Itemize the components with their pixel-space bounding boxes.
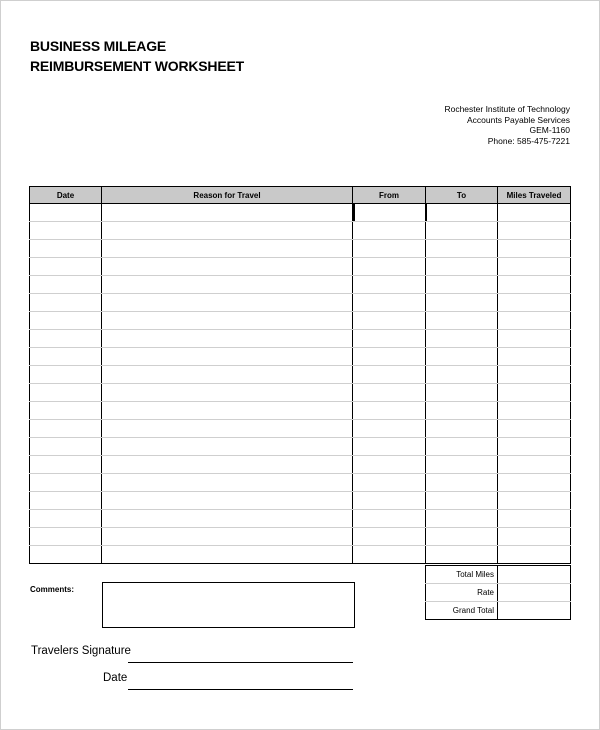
table-row bbox=[30, 348, 571, 366]
miles-cell[interactable] bbox=[498, 240, 571, 258]
table-row bbox=[30, 474, 571, 492]
col-header-from: From bbox=[353, 187, 426, 204]
miles-cell[interactable] bbox=[498, 438, 571, 456]
comments-label: Comments: bbox=[30, 585, 75, 594]
reason-cell[interactable] bbox=[102, 240, 353, 258]
rate-label: Rate bbox=[426, 584, 498, 602]
grand-total-field[interactable] bbox=[498, 602, 571, 620]
date-cell[interactable] bbox=[30, 510, 102, 528]
reason-cell[interactable] bbox=[102, 528, 353, 546]
date-line[interactable] bbox=[128, 689, 353, 690]
column-divider-mark bbox=[353, 203, 355, 221]
reason-cell[interactable] bbox=[102, 222, 353, 240]
from-cell[interactable] bbox=[353, 510, 426, 528]
title-line-1: BUSINESS MILEAGE bbox=[30, 38, 167, 54]
date-cell[interactable] bbox=[30, 294, 102, 312]
table-row bbox=[30, 492, 571, 510]
miles-cell[interactable] bbox=[498, 312, 571, 330]
reason-cell[interactable] bbox=[102, 384, 353, 402]
reason-cell[interactable] bbox=[102, 474, 353, 492]
from-cell[interactable] bbox=[353, 294, 426, 312]
table-row bbox=[30, 528, 571, 546]
address-phone: Phone: 585-475-7221 bbox=[487, 135, 570, 146]
date-cell[interactable] bbox=[30, 312, 102, 330]
mileage-table bbox=[29, 186, 571, 564]
miles-cell[interactable] bbox=[498, 366, 571, 384]
table-row bbox=[30, 384, 571, 402]
to-cell[interactable] bbox=[426, 258, 498, 276]
address-block bbox=[444, 104, 570, 146]
travelers-signature-label: Travelers Signature bbox=[31, 645, 131, 657]
from-cell[interactable] bbox=[353, 438, 426, 456]
reason-cell[interactable] bbox=[102, 510, 353, 528]
table-row bbox=[30, 222, 571, 240]
table-row bbox=[30, 456, 571, 474]
reason-cell[interactable] bbox=[102, 546, 353, 564]
from-cell[interactable] bbox=[353, 420, 426, 438]
date-cell[interactable] bbox=[30, 204, 102, 222]
date-cell[interactable] bbox=[30, 276, 102, 294]
table-row bbox=[30, 330, 571, 348]
from-cell[interactable] bbox=[353, 204, 426, 222]
table-header-row bbox=[30, 187, 571, 204]
worksheet-title bbox=[30, 36, 244, 76]
table-row bbox=[30, 240, 571, 258]
date-cell[interactable] bbox=[30, 222, 102, 240]
reason-cell[interactable] bbox=[102, 456, 353, 474]
date-cell[interactable] bbox=[30, 474, 102, 492]
date-cell[interactable] bbox=[30, 402, 102, 420]
to-cell[interactable] bbox=[426, 510, 498, 528]
miles-cell[interactable] bbox=[498, 348, 571, 366]
reason-cell[interactable] bbox=[102, 294, 353, 312]
col-header-to: To bbox=[426, 187, 498, 204]
miles-cell[interactable] bbox=[498, 456, 571, 474]
miles-cell[interactable] bbox=[498, 528, 571, 546]
date-cell[interactable] bbox=[30, 258, 102, 276]
date-cell[interactable] bbox=[30, 420, 102, 438]
miles-cell[interactable] bbox=[498, 204, 571, 222]
travelers-signature-line[interactable] bbox=[128, 662, 353, 663]
miles-cell[interactable] bbox=[498, 276, 571, 294]
rate-row bbox=[426, 584, 571, 602]
table-row bbox=[30, 366, 571, 384]
to-cell[interactable] bbox=[426, 240, 498, 258]
table-row bbox=[30, 294, 571, 312]
to-cell[interactable] bbox=[426, 384, 498, 402]
to-cell[interactable] bbox=[426, 312, 498, 330]
miles-cell[interactable] bbox=[498, 222, 571, 240]
date-cell[interactable] bbox=[30, 384, 102, 402]
from-cell[interactable] bbox=[353, 276, 426, 294]
miles-cell[interactable] bbox=[498, 384, 571, 402]
address-code: GEM-1160 bbox=[529, 125, 570, 135]
to-cell[interactable] bbox=[426, 348, 498, 366]
grand-total-label: Grand Total bbox=[426, 602, 498, 620]
from-cell[interactable] bbox=[353, 312, 426, 330]
from-cell[interactable] bbox=[353, 330, 426, 348]
total-miles-row bbox=[426, 566, 571, 584]
miles-cell[interactable] bbox=[498, 258, 571, 276]
date-label: Date bbox=[103, 672, 128, 684]
totals-table bbox=[425, 565, 571, 620]
miles-cell[interactable] bbox=[498, 420, 571, 438]
table-row bbox=[30, 204, 571, 222]
to-cell[interactable] bbox=[426, 366, 498, 384]
rate-field[interactable] bbox=[498, 584, 571, 602]
col-header-date: Date bbox=[30, 187, 102, 204]
table-row bbox=[30, 420, 571, 438]
date-cell[interactable] bbox=[30, 330, 102, 348]
to-cell[interactable] bbox=[426, 402, 498, 420]
table-row bbox=[30, 258, 571, 276]
to-cell[interactable] bbox=[426, 420, 498, 438]
reason-cell[interactable] bbox=[102, 204, 353, 222]
to-cell[interactable] bbox=[426, 204, 498, 222]
reason-cell[interactable] bbox=[102, 366, 353, 384]
miles-cell[interactable] bbox=[498, 492, 571, 510]
from-cell[interactable] bbox=[353, 348, 426, 366]
from-cell[interactable] bbox=[353, 402, 426, 420]
reason-cell[interactable] bbox=[102, 276, 353, 294]
date-cell[interactable] bbox=[30, 492, 102, 510]
date-cell[interactable] bbox=[30, 528, 102, 546]
table-row bbox=[30, 546, 571, 564]
reason-cell[interactable] bbox=[102, 258, 353, 276]
grand-total-row bbox=[426, 602, 571, 620]
reason-cell[interactable] bbox=[102, 348, 353, 366]
from-cell[interactable] bbox=[353, 492, 426, 510]
date-cell[interactable] bbox=[30, 240, 102, 258]
date-cell[interactable] bbox=[30, 438, 102, 456]
to-cell[interactable] bbox=[426, 222, 498, 240]
date-cell[interactable] bbox=[30, 366, 102, 384]
address-dept: Accounts Payable Services bbox=[467, 114, 570, 125]
from-cell[interactable] bbox=[353, 474, 426, 492]
from-cell[interactable] bbox=[353, 384, 426, 402]
from-cell[interactable] bbox=[353, 546, 426, 564]
table-row bbox=[30, 438, 571, 456]
from-cell[interactable] bbox=[353, 222, 426, 240]
to-cell[interactable] bbox=[426, 276, 498, 294]
to-cell[interactable] bbox=[426, 528, 498, 546]
date-cell[interactable] bbox=[30, 546, 102, 564]
reason-cell[interactable] bbox=[102, 402, 353, 420]
from-cell[interactable] bbox=[353, 240, 426, 258]
reason-cell[interactable] bbox=[102, 312, 353, 330]
miles-cell[interactable] bbox=[498, 330, 571, 348]
reason-cell[interactable] bbox=[102, 438, 353, 456]
col-header-reason: Reason for Travel bbox=[102, 187, 353, 204]
to-cell[interactable] bbox=[426, 330, 498, 348]
reason-cell[interactable] bbox=[102, 492, 353, 510]
from-cell[interactable] bbox=[353, 258, 426, 276]
total-miles-field[interactable] bbox=[498, 566, 571, 584]
miles-cell[interactable] bbox=[498, 546, 571, 564]
table-row bbox=[30, 510, 571, 528]
title-line-2: REIMBURSEMENT WORKSHEET bbox=[30, 58, 244, 74]
col-header-miles: Miles Traveled bbox=[498, 187, 571, 204]
miles-cell[interactable] bbox=[498, 294, 571, 312]
from-cell[interactable] bbox=[353, 528, 426, 546]
comments-field[interactable] bbox=[102, 582, 355, 628]
column-divider-mark bbox=[425, 203, 427, 221]
table-row bbox=[30, 402, 571, 420]
to-cell[interactable] bbox=[426, 294, 498, 312]
table-row bbox=[30, 312, 571, 330]
reason-cell[interactable] bbox=[102, 330, 353, 348]
from-cell[interactable] bbox=[353, 366, 426, 384]
miles-cell[interactable] bbox=[498, 510, 571, 528]
to-cell[interactable] bbox=[426, 474, 498, 492]
to-cell[interactable] bbox=[426, 456, 498, 474]
address-org: Rochester Institute of Technology bbox=[444, 104, 570, 114]
table-body bbox=[30, 204, 571, 564]
to-cell[interactable] bbox=[426, 492, 498, 510]
to-cell[interactable] bbox=[426, 438, 498, 456]
miles-cell[interactable] bbox=[498, 474, 571, 492]
from-cell[interactable] bbox=[353, 456, 426, 474]
reason-cell[interactable] bbox=[102, 420, 353, 438]
miles-cell[interactable] bbox=[498, 402, 571, 420]
to-cell[interactable] bbox=[426, 546, 498, 564]
date-cell[interactable] bbox=[30, 348, 102, 366]
table-row bbox=[30, 276, 571, 294]
date-cell[interactable] bbox=[30, 456, 102, 474]
total-miles-label: Total Miles bbox=[426, 566, 498, 584]
